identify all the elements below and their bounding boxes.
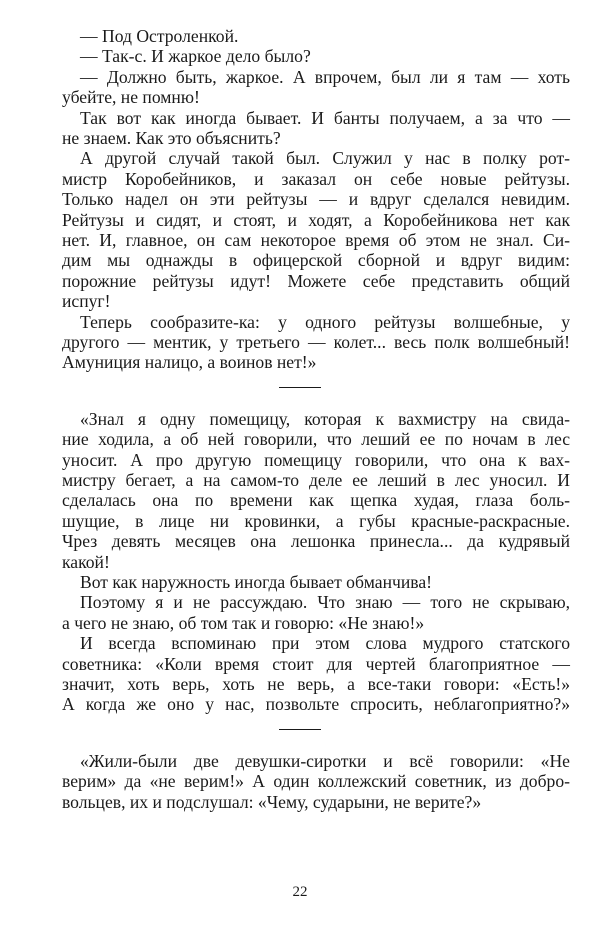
section-divider [279,729,321,730]
text-line: не знаем. Как это объяснить? [62,128,281,148]
text-line: а чего не знаю, об том так и говорю: «Не знаю!» [62,612,425,633]
text-line: Только надел он эти рейтузы — и вдруг сделался невидим. [62,189,570,210]
text-line: вольцев, их и подслушал: «Чему, сударыни, не верите?» [62,791,482,812]
text-line: — Под Остроленкой. [80,26,239,46]
text-line: Рейтузы и сидят, и стоят, и ходят, а Коробейникова нет как [62,209,570,230]
text-line: шущие, в лице ни кровинки, а губы красные-раскрасные. [62,510,570,531]
text-line: другого — ментик, у третьего — колет... весь полк волшебный! [62,332,570,352]
text-line: Поэтому я и не рассуждаю. Что знаю — того не скрываю, [80,592,570,613]
text-line: И всегда вспоминаю при этом слова мудрого статского [80,633,570,654]
text-line: Вот как наружность иногда бывает обманчива! [80,572,433,592]
text-line: Амуниция налицо, а воинов нет!» [62,352,317,373]
text-line: значит, хоть верь, хоть не верь, а все-таки говори: «Есть!» [62,674,570,694]
text-line: Так вот как иногда бывает. И банты получаем, а за что — [80,107,570,128]
text-line: верим» да «не верим!» А один коллежский советник, из добро- [62,771,570,792]
text-line: советника: «Коли время стоит для чертей благоприятное — [62,653,570,674]
text-line: порожние рейтузы идут! Можете себе представить общий [62,270,570,291]
text-line: А когда же оно у нас, позвольте спросить, неблагоприятно?» [62,694,570,715]
section-divider [279,387,321,388]
text-line: сделалась она по времени как щепка худая, глаза боль- [62,490,570,511]
text-line: — Должно быть, жаркое. А впрочем, был ли я там — хоть [80,66,570,87]
text-line: Теперь сообразите-ка: у одного рейтузы волшебные, у [80,311,570,332]
text-line: «Жили-были две девушки-сиротки и всё говорили: «Не [80,750,570,771]
text-line: нет. И, главное, он сам некоторое время об этом не знал. Си- [62,230,570,250]
text-line: — Так-с. И жаркое дело было? [80,46,311,67]
text-line: какой! [62,551,110,572]
text-line: мистру бегает, а на самом-то деле ее леший в лес уносил. И [62,470,570,490]
text-line: убейте, не помню! [62,87,200,108]
text-line: уносит. А про другую помещицу говорили, что она к вах- [62,449,570,470]
text-line: испуг! [62,291,111,312]
text-line: ние ходила, а об ней говорили, что леший ее по ночам в лес [62,429,570,450]
text-line: Чрез девять месяцев она лешонка принесла... да кудрявый [62,531,570,552]
text-line: «Знал я одну помещицу, которая к вахмистру на свида- [80,408,570,429]
text-line: А другой случай такой был. Служил у нас в полку рот- [80,148,570,169]
page-number: 22 [292,884,308,900]
text-line: дим мы однажды в офицерской сборной и вдруг видим: [62,250,570,271]
text-line: мистр Коробейников, и заказал он себе новые рейтузы. [62,168,570,189]
